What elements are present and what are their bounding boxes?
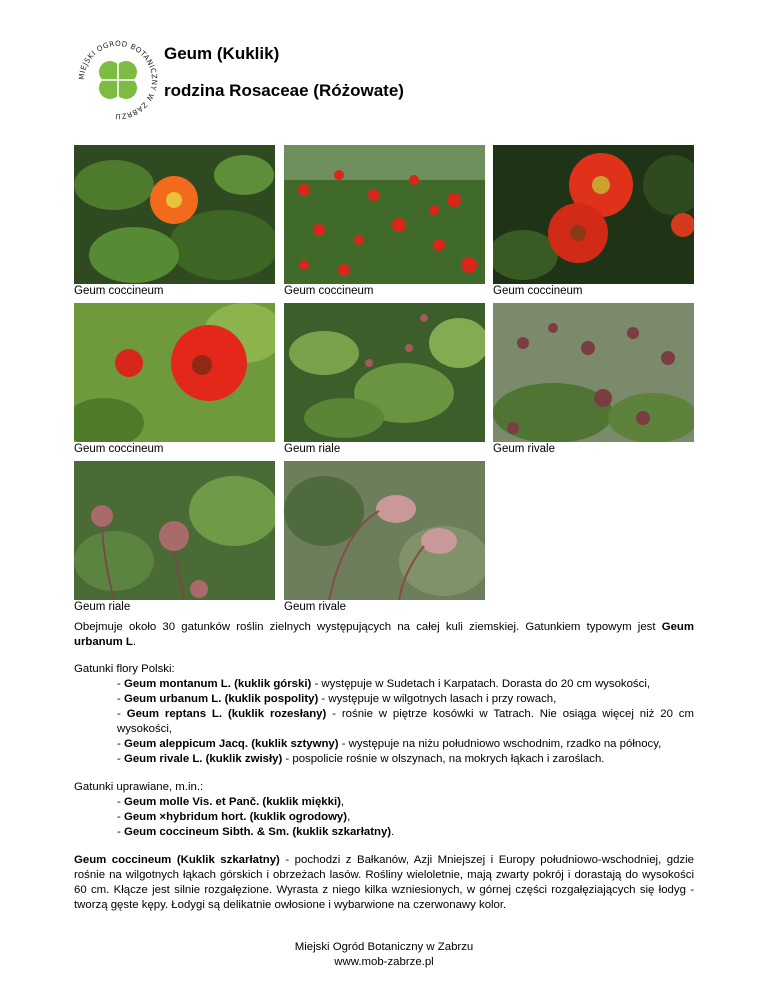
photo-caption: Geum rivale bbox=[493, 443, 555, 455]
svg-text:MIEJSKI OGRÓD BOTANICZNY W ZAB: IEJSKI OGRÓD BOTANIC Y W ZABRZU bbox=[78, 40, 158, 120]
list-item: - Geum reptans L. (kuklik rozesłany) - rośnie w piętrze kosówki w Tatrach. Nie osiąga więcej niż 20 cm wysokości, bbox=[117, 708, 694, 735]
photo-caption: Geum rivale bbox=[284, 601, 346, 613]
flora-heading: Gatunki flory Polski: bbox=[74, 663, 175, 675]
list-item: - Geum ×hybridum hort. (kuklik ogrodowy), bbox=[117, 811, 351, 823]
photo-geum-riale-1 bbox=[284, 303, 485, 442]
list-item: - Geum coccineum Sibth. & Sm. (kuklik szkarłatny). bbox=[117, 826, 395, 838]
list-item: - Geum aleppicum Jacq. (kuklik sztywny) - występuje na niżu południowo wschodnim, rzadko na północy, bbox=[117, 738, 662, 750]
photo-geum-rivale-2 bbox=[284, 461, 485, 600]
page-title: Geum (Kuklik) bbox=[164, 44, 280, 63]
photo-geum-rivale-1 bbox=[493, 303, 694, 442]
photo-caption: Geum riale bbox=[74, 601, 131, 613]
photo-geum-coccineum-1 bbox=[74, 145, 275, 284]
photo-geum-coccineum-3 bbox=[493, 145, 694, 284]
cultivated-heading: Gatunki uprawiane, m.in.: bbox=[74, 781, 204, 793]
photo-caption: Geum riale bbox=[284, 443, 341, 455]
cultivated-list bbox=[117, 795, 694, 840]
photo-geum-coccineum-2 bbox=[284, 145, 485, 284]
list-item: - Geum montanum L. (kuklik górski) - występuje w Sudetach i Karpatach. Dorasta do 20 cm wysokości, bbox=[117, 678, 651, 690]
flora-list bbox=[117, 677, 694, 767]
garden-logo bbox=[78, 40, 158, 120]
photo-caption: Geum coccineum bbox=[74, 443, 164, 455]
photo-caption: Geum coccineum bbox=[493, 285, 583, 297]
family-subtitle: rodzina Rosaceae (Różowate) bbox=[164, 81, 404, 100]
photo-geum-riale-2 bbox=[74, 461, 275, 600]
description-paragraph: Geum coccineum (Kuklik szkarłatny) - pochodzi z Bałkanów, Azji Mniejszej i Europy południowo-wschodniej, gdzie rośnie na wilgotnych łąkach górskich i obrzeżach lasów. Rośliny wieloletnie, mają zwarty pokrój i dorastają do wysokości 60 cm. Kłącze jest silnie rozgałęzione. Wyrasta z niego kilka wzniesionych, w górnej części rozgałęziających się łodyg - tworzą gęste kępy. Łodygi są delikatnie owłosione i wybarwione na czerwonawy kolor. bbox=[74, 854, 694, 911]
list-item: - Geum molle Vis. et Panč. (kuklik miękki), bbox=[117, 796, 345, 808]
list-item: - Geum rivale L. (kuklik zwisły) - pospolicie rośnie w olszynach, na mokrych łąkach i zaroślach. bbox=[117, 753, 605, 765]
intro-paragraph: Obejmuje około 30 gatunków roślin zielnych występujących na całej kuli ziemskiej. Gatunkiem typowym jest Geum urbanum L. bbox=[74, 621, 694, 648]
photo-caption: Geum coccineum bbox=[284, 285, 374, 297]
photo-caption: Geum coccineum bbox=[74, 285, 164, 297]
list-item: - Geum urbanum L. (kuklik pospolity) - występuje w wilgotnych lasach i przy rowach, bbox=[117, 693, 557, 705]
footer-name: Miejski Ogród Botaniczny w Zabrzu bbox=[294, 941, 474, 953]
photo-geum-coccineum-4 bbox=[74, 303, 275, 442]
footer-url[interactable]: www.mob-zabrze.pl bbox=[334, 956, 434, 968]
